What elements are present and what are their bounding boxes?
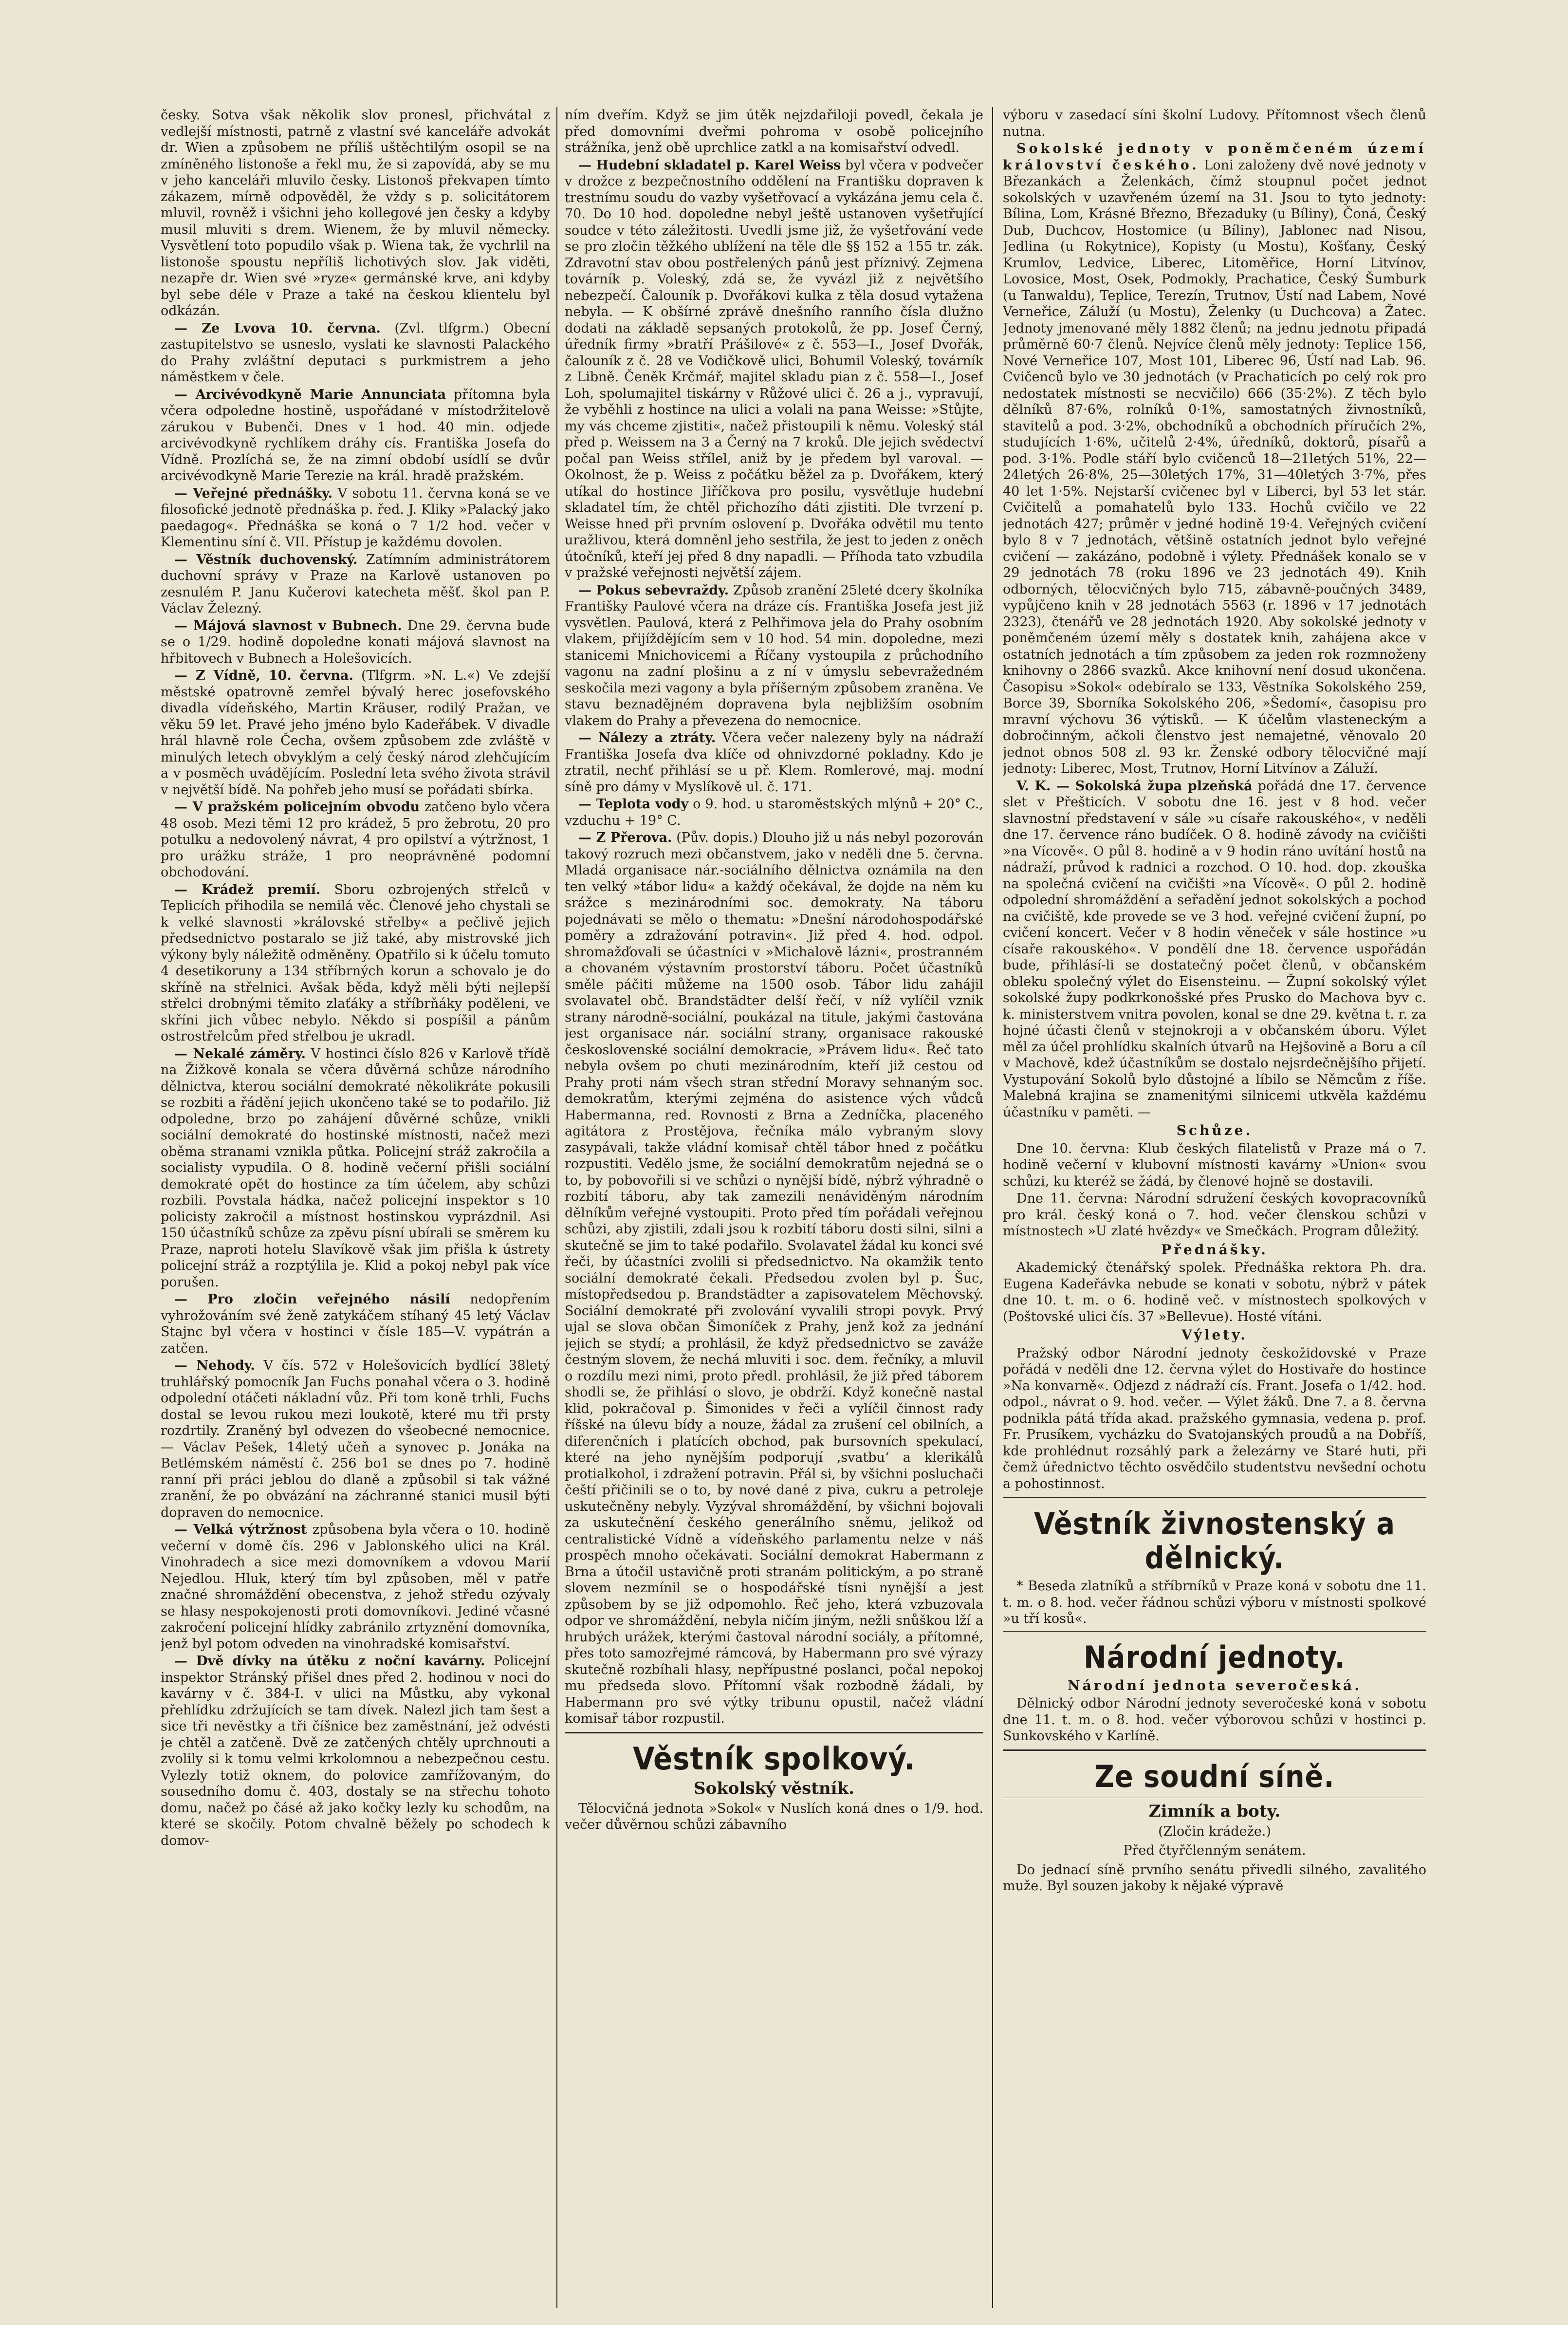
item-heading: — Pro zločin veřejného násilí	[174, 1292, 450, 1307]
subsection-title: Přednášky.	[1161, 1241, 1268, 1258]
article-subtitle: (Zločin krádeže.)	[1158, 1823, 1271, 1839]
news-item: V. K. — Sokolská župa plzeňská pořádá dne 17. července slet v Přešticích. V sobotu dne 16. jest v 8 hod. večer slavnostní představení v sále »u císaře rakouského«, v neděli dne 17. července ráno budíček. O 8. hodině závody na cvičišti »na Vícově«. O půl 8. hodině a v 9 hodin ráno uvítání hostů na nádraží, průvod k radnici a rozchod. O 10. hod. dop. zkouška na společná cvičení na cvičišti »na Vícově«. O půl 2. hodině odpolední shromáždění a seřadění jednot sokolských a pochod na cvičiště, kde provede se ve 3 hod. veřejné cvičení župní, po cvičení koncert. Večer v 8 hodin věneček v sále hostince »u císaře rakouského«. V pondělí dne 18. července uspořádán bude, přihlásí-li se dostatečný počet členů, v občanském obleku společný výlet do Eisensteinu. — Župní sokolský výlet sokolské župy podkrkonošské přes Prusko do Machova byv c. k. ministerstvem vnitra povolen, konal se dne 29. května t. r. za hojné účasti členů v stejnokroji a v občanském úboru. Výlet měl za účel prohlídku skalních útvarů na Hejšovině a Boru a cíl v Machově, kdež účastníkům se dostalo nejsrdečnějšího přijetí. Vystupování Sokolů bylo důstojné a líbilo se Němcům z říše. Malebná krajina se znamenitými silnicemi utkvěla každému účastníku v paměti. —	[1003, 778, 1426, 1120]
item-heading: — Nehody.	[174, 1358, 255, 1373]
item-heading: — Z Přerova.	[578, 830, 672, 845]
item-heading: — Věstník duchovenský.	[174, 552, 358, 567]
paragraph: výboru v zasedací síni školní Ludovy. Přítomnost všech členů nutna.	[1003, 108, 1426, 139]
news-item: — Pokus sebevraždy. Způsob zranění 25leté dcery školníka Františky Paulové včera na dráze cís. Františka Josefa jest již vysvětlen. Paulová, která z Pelhřimova jela do Prahy osobním vlakem, přijíždějícím sem v 10 hod. 54 min. dopoledne, mezi stanicemi Mnichovicemi a Říčany vystoupila z průchodního vagonu na zadní plošinu a z ní v úmyslu sebevražedném seskočila mezi vagony a byla příšerným způsobem zraněna. Ve stavu beznadějném dopravena byla nejbližším osobním vlakem do Prahy a převezena do nemocnice.	[565, 582, 983, 728]
news-item: — Ze Lvova 10. června. (Zvl. tlfgrm.) Obecní zastupitelstvo se usneslo, vyslati ke slavnosti Palackého do Prahy zvláštní deputaci s purkmistrem a jeho náměstkem v čele.	[161, 320, 550, 385]
news-item: Sokolské jednoty v poněmčeném území království českého. Loni založeny dvě nové jednoty v Březankách a Želenkách, čímž stoupnul počet jednot sokolských v uzavřeném území na 31. Jsou to tyto jednoty: Bílina, Lom, Krásné Březno, Březaduky (u Bíliny), Čoná, Český Dub, Duchcov, Hostomice (u Bíliny), Jablonec nad Nisou, Jedlina (u Rokytnice), Kopisty (u Mostu), Košťany, Český Krumlov, Ledvice, Liberec, Litoměřice, Horní Litvínov, Lovosice, Most, Osek, Podmokly, Prachatice, Český Šumburk (u Tanwaldu), Teplice, Terezín, Trutnov, Ústí nad Labem, Nové Verneřice, Záluží (u Mostu), Želenky (u Duchcova) a Žatec. Jednoty jmenované měly 1882 členů; na jednu jednotu připadá průměrně 60·7 členů. Nejvíce členů měly jednoty: Teplice 156, Nové Verneřice 107, Most 101, Liberec 96, Ústí nad Lab. 96. Cvičenců bylo ve 30 jednotách (v Prachaticích po celý rok pro nedostatek místnosti se necvičilo) 666 (35·2%). Z těch bylo dělníků 87·6%, rolníků 0·1%, samostatných živnostníků, stavitelů a pod. 3·2%, obchodníků a obchodních příručích 2%, studujících 1·6%, učitelů 2·4%, úředníků, doktorů, písařů a pod. 3·1%. Podle stáří bylo cvičenců 18—21letých 51%, 22—24letých 26·8%, 25—30letých 17%, 31—40letých 3·7%, přes 40 let 1·5%. Nejstarší cvičenec byl v Liberci, byl 53 let stár. Cvičitelů a pomahatelů bylo 133. Hochů cvičilo ve 22 jednotách 427; průměr v jedné hodině 19·4. Veřejných cvičení bylo 8 v 7 jednotách, většině ostatních jednot bylo veřejné cvičení — zakázáno, podobně i výlety. Přednášek konalo se v 29 jednotách 78 (roku 1896 ve 23 jednotách 49). Knih odborných, tělocvičných bylo 715, zábavně-poučných 3489, vypůjčeno knih v 28 jednotách 5563 (r. 1896 v 17 jednotách 2323), čtenářů ve 28 jednotách 1920. Aby sokolské jednoty v poněmčeném území měly s dostatek knih, zahájena akce v ostatních jednotách a tím způsobem za jeden rok rozmnoženy knihovny o 2866 svazků. Akce knihovní není dosud ukončena. Časopisu »Sokol« odebíralo se 133, Věstníka Sokolského 259, Borce 39, Sborníka Sokolského 206, »Šedomí«, časopisu pro mravní výchovu 36 výtisků. — K účelům vlasteneckým a dobročinným, ačkoli členstvo jest nemajetné, věnovalo 20 jednot obnos 508 zl. 93 kr. Ženské odbory tělocvičné mají jednoty: Liberec, Most, Trutnov, Horní Litvínov a Záluží.	[1003, 141, 1426, 776]
news-item: — Věstník duchovenský. Zatímním administrátorem duchovní správy v Praze na Karlově ustanoven po zesnulém P. Janu Kučerovi katecheta měšť. škol pan P. Václav Železný.	[161, 552, 550, 616]
section-divider	[1003, 1749, 1426, 1751]
paragraph: Do jednací síně prvního senátu přivedli silného, zavalitého muže. Byl souzen jakoby k nějaké výpravě	[1003, 1862, 1426, 1894]
item-heading: — Teplota vody	[578, 797, 689, 812]
paragraph: Pražský odbor Národní jednoty českožidovské v Praze pořádá v neděli dne 12. června výlet do Hostivaře do hostince »Na konvarně«. Odjezd z nádraží cís. Frant. Josefa o 1/42. hod. odpol., návrat o 9. hod. večer. — Výlet žáků. Dne 7. a 8. června podnikla pátá třída akad. pražského gymnasia, vedena p. prof. Fr. Prusíkem, vycházku do Svatojanských proudů a na Dobříš, kde prohlédnut rozsáhlý park a železárny ve Staré huti, při čemž úřednictvo těchto osvědčilo studentstvu nevšední ochotu a pohostinnost.	[1003, 1345, 1426, 1491]
item-heading: — Májová slavnost v Bubnech.	[174, 618, 402, 633]
subsection-title: Schůze.	[1176, 1122, 1253, 1138]
paragraph: * Beseda zlatníků a stříbrníků v Praze koná v sobotu dne 11. t. m. o 8. hod. večer řádnou schůzi výboru v místnosti spolkové »u tří kosů«.	[1003, 1579, 1426, 1626]
news-item: — Veřejné přednášky. V sobotu 11. června koná se ve filosofické jednotě přednáška p. řed. J. Kliky »Palacký jako paedagog«. Přednáška se koná o 7 1/2 hod. večer v Klementinu síní č. VII. Přístup je každému dovolen.	[161, 485, 550, 550]
news-item: — Nekalé záměry. V hostinci číslo 826 v Karlově třídě na Žižkově konala se včera důvěrná schůze národního dělnictva, kterou sociální demokraté několikráte pokusili se rozbiti a řádění jejich ukončeno také se to podařilo. Již odpoledne, brzo po zahájení důvěrné schůze, vnikli sociální demokraté do hostinské místnosti, načež mezi oběma stranami vznikla půtka. Policejní stráž zakročila a socialisty vypudila. O 8. hodině večerní přišli sociální demokraté opět do hostince za tím účelem, aby schůzi rozbili. Povstala hádka, načež policejní inspektor s 10 policisty zakročil a místnost hostinskou vyprázdnil. Asi 150 účastníků schůze za zpěvu písní ubírali se směrem ku Praze, naproti hotelu Slavíkově však jim přišla k ústrety policejní stráž a rozptýlila je. Klid a pokoj nebyl pak více porušen.	[161, 1046, 550, 1290]
subsection-title: Sokolský věstník.	[694, 1778, 854, 1798]
news-item: — Hudební skladatel p. Karel Weiss byl včera v podvečer v drožce z bezpečnostního oddělení na Františku dopraven k trestnímu soudu do vazby vyšetřovací a vykázána jemu cela č. 70. Do 10 hod. dopoledne nebyl ještě ustanoven vyšetřující soudce v této záležitosti. Uvedli jsme již, že vyšetřování vede se pro zločin těžkého ublížení na těle dle §§ 152 a 155 tr. zák. Zdravotní stav obou postřelených pánů jest příznivý. Zejmena továrník p. Voleský, zdá se, že vyvázl již z největšího nebezpečí. Čalouník p. Dvořákovi kulka z těla dosud vytažena nebyla. — K obšírné zprávě dnešního ranního čísla dlužno dodati na základě sepsaných protokolů, že pp. Josef Černý, úředník firmy »bratří Prášilové« z č. 553—I., Josef Dvořák, čalouník z č. 28 ve Vodičkově ulici, Bohumil Voleský, továrník z Libně. Čeněk Krčmář, majitel skladu pian z č. 558—I., Josef Loh, spolumajitel tiskárny v Růžové ulici č. 26 a j., vypravují, že vyběhli z hostince na ulici a volali na pana Weisse: »Stůjte, my vás chceme zjistiti«, načež přistoupili k němu. Voleský stál před p. Weissem na 3 a Černý na 7 kroků. Dle jejich svědectví počal pan Weiss střílel, aniž by je předem byl varoval. — Okolnost, že p. Weiss z počátku běžel za p. Dvořákem, který utíkal do hostince Jiříčkova pro posilu, vysvětluje hudební skladatel tím, že chtěl přichozího dáti zjistiti. Dle tvrzení p. Weisse hned při prvním oslovení p. Dvořáka odvětil mu tento uražlivou, která domněnl jeho sestřila, že jest to jeden z oněch útočníků, kteří jej před 8 dny napadli. — Příhoda tato vzbudila v pražské veřejnosti největší zájem.	[565, 157, 983, 580]
paragraph: Tělocvičná jednota »Sokol« v Nuslích koná dnes o 1/9. hod. večer důvěrnou schůzi zábavního	[565, 1801, 983, 1832]
column-2	[565, 107, 983, 2308]
article-title: Zimník a boty.	[1148, 1801, 1281, 1821]
subsection-title: Národní jednota severočeská.	[1068, 1677, 1362, 1693]
news-item: — Arcivévodkyně Marie Annunciata přítomna byla včera odpoledne hostině, uspořádané v místodržitelově zárukou v Bubenči. Dnes v 1 hod. 40 min. odjede arcivévodkyně rychlíkem dráhy cís. Františka Josefa do Vídně. Prozlíchá se, že na zimní období usídlí se dvůr arcivévodkyně Marie Terezie na král. hradě pražském.	[161, 387, 550, 484]
section-divider	[565, 1732, 983, 1733]
news-item: — Májová slavnost v Bubnech. Dne 29. června bude se o 1/29. hodině dopoledne konati májová slavnost na hřbitovech v Bubnech a Holešovicích.	[161, 618, 550, 666]
item-heading: — Velká výtržnost	[174, 1522, 307, 1537]
news-item: — Pro zločin veřejného násilí nedopřením vyhrožováním své ženě zatykáčem stíhaný 45 letý Václav Stajnc byl včera v hostinci v čísle 185—V. vypátrán a zatčen.	[161, 1292, 550, 1356]
paragraph: Dělnický odbor Národní jednoty severočeské koná v sobotu dne 11. t. m. o 8. hod. večer výborovou schůzi v hostinci p. Sunkovského v Karlíně.	[1003, 1696, 1426, 1744]
news-item: — Velká výtržnost způsobena byla včera o 10. hodině večerní v domě čís. 296 v Jablonského ulici na Král. Vinohradech a sice mezi domovníkem a vdovou Marií Nejedlou. Hluk, který tím byl způsoben, měl v patře značné shromáždění obecenstva, z jehož středu ozývaly se hlasy nespokojenosti proti domovníkovi. Jediné včasné zakročení policejní hlídky zabránilo zrtyznění domovníka, jenž byl potom odveden na vinohradské komisařství.	[161, 1522, 550, 1652]
item-heading: — Krádež premií.	[174, 882, 321, 897]
news-item: — Z Vídně, 10. června. (Tlfgrm. »N. L.«) Ve zdejší městské opatrovně zemřel bývalý herec josefovského divadla vídeňského, Martin Kräuser, rodilý Pražan, ve věku 59 let. Pravé jeho jméno bylo Kadeřábek. V divadle hrál hlavně role Čecha, ovšem způsobem zde zvláště v minulých letech obvyklým a celý český národ zlehčujícím a v posměch uvádějícím. Poslední leta svého života strávil v největší bídě. Na pohřeb jeho musí se pořádati sbírka.	[161, 668, 550, 798]
item-heading: — V pražském policejním obvodu	[174, 800, 420, 815]
item-heading: — Dvě dívky na útěku z noční kavárny.	[174, 1654, 485, 1669]
section-title: Národní jednoty.	[1084, 1639, 1346, 1675]
item-heading: — Nálezy a ztráty.	[578, 730, 716, 745]
item-heading: V. K. — Sokolská župa plzeňská	[1016, 778, 1253, 794]
section-title: Ze soudní síně.	[1094, 1758, 1335, 1794]
news-item: — Nehody. V čís. 572 v Holešovicích bydlící 38letý truhlářský pomocník Jan Fuchs ponahal včera o 3. hodině odpolední otáčeti nákladní vůz. Při tom koně trhli, Fuchs dostal se levou rukou mezi loukotě, které mu tři prsty rozdrtily. Zraněný byl odvezen do všeobecné nemocnice. — Václav Pešek, 14letý učeň a synovec p. Jonáka na Betlémském náměstí č. 256 bo1 se dnes po 7. hodině ranní při práci jeblou do dlaně a způsobil si tak vážné zranění, že po obvázání na záchranné stanici musil býti dopraven do nemocnice.	[161, 1358, 550, 1520]
item-heading: — Z Vídně, 10. června.	[174, 668, 353, 683]
news-item: — Krádež premií. Sboru ozbrojených střelců v Teplicích přihodila se nemilá věc. Členové jeho chystali se k velké slavnosti »královské střelby« a pečlivě jejich předsednictvo postaralo se již také, aby mistrovské jich výkony byly náležitě odměněny. Opatřilo si k účelu tomuto 4 desetikoruny a 134 stříbrných korun a schovalo je do skříně na střelnici. Avšak běda, když měli býti nejlepší střelci drobnými těmito zlaťáky a stříbrňáky poděleni, ve skříni jich vůbec nebylo. Někdo si pospíšil a pánům ostrostřelcům před střelbou je ukradl.	[161, 882, 550, 1044]
news-item: — Teplota vody o 9. hod. u staroměstských mlýnů + 20° C., vzduchu + 19° C.	[565, 797, 983, 828]
column-rule	[992, 107, 993, 2308]
paragraph: Dne 10. června: Klub českých filatelistů v Praze má o 7. hodině večerní v klubovní místnosti kavárny »Union« svou schůzi, ku kteréž se žádá, by členové hojně se dostavili.	[1003, 1141, 1426, 1189]
section-divider	[1003, 1497, 1426, 1498]
paragraph: ním dveřím. Když se jim útěk nejzdařiloji povedl, čekala je před domovními dveřmi pohroma v osobě policejního strážníka, jenž obě uprchlice zatkl a na komisařství odvedl.	[565, 108, 983, 155]
column-rule	[556, 107, 557, 2308]
item-heading: — Hudební skladatel p. Karel Weiss	[578, 157, 841, 173]
subsection-title: Výlety.	[1181, 1327, 1248, 1343]
column-1	[161, 107, 550, 2308]
divider	[1003, 1631, 1426, 1632]
paragraph: Akademický čtenářský spolek. Přednáška rektora Ph. dra. Eugena Kadeřávka nebude se konati v sobotu, nýbrž v pátek dne 10. t. m. o 6. hodině več. v místnostech spolkových v (Poštovské ulici čís. 37 »Bellevue). Hosté vítáni.	[1003, 1260, 1426, 1324]
news-item: — Dvě dívky na útěku z noční kavárny. Policejní inspektor Stránský přišel dnes před 2. hodinou v noci do kavárny v č. 384-I. v ulici na Můstku, aby vykonal přehlídku zdržujících se tam dívek. Nalezl jich tam šest a sice tři nevěstky a tři číšnice bez zaměstnání, jež odvésti je chtěl a zatčeně. Dvě ze zatčených chtěly uprchnouti a zvolily si k tomu velmi krkolomnou a nebezpečnou cestu. Vylezly totiž oknem, do polovice zamřížovaným, do sousedního domu č. 403, dostaly se na střechu tohoto domu, načež po čásé až jako kočky lezly ku schodům, na které se skočily. Potom chvalně běžely po schodech k domov-	[161, 1654, 550, 1848]
item-heading: — Nekalé záměry.	[174, 1046, 306, 1061]
news-item: — Nálezy a ztráty. Včera večer nalezeny byly na nádraží Františka Josefa dva klíče od ohnivzdorné pokladny. Kdo je ztratil, nechť přihlásí se u př. Klem. Romlerové, maj. modní síně pro dámy v Myslíkově ul. č. 171.	[565, 730, 983, 795]
paragraph: Dne 11. června: Národní sdružení českých kovopracovníků pro král. český koná o 7. hod. večer členskou schůzi v místnostech »U zlaté hvězdy« ve Smečkách. Program důležitý.	[1003, 1191, 1426, 1239]
item-heading: — Arcivévodkyně Marie Annunciata	[174, 387, 446, 402]
news-item: — V pražském policejním obvodu zatčeno bylo včera 48 osob. Mezi těmi 12 pro krádež, 5 pro žebrotu, 20 pro potulku a nedovolený návrat, 4 pro opilství a výtržnost, 1 pro urážku stráže, 1 pro neoprávněné podomní obchodování.	[161, 800, 550, 880]
item-heading: — Pokus sebevraždy.	[578, 582, 729, 598]
section-title: Věstník živnostenský a dělnický.	[1034, 1506, 1395, 1576]
item-heading: — Ze Lvova 10. června.	[174, 320, 381, 336]
item-heading: — Veřejné přednášky.	[174, 485, 333, 501]
article-subtitle: Před čtyřčlenným senátem.	[1123, 1843, 1306, 1858]
paragraph: česky. Sotva však několik slov pronesl, přichvátal z vedlejší místnosti, patrně z vlastní své kanceláře advokát dr. Wien a způsobem ne příliš uštěchtilým osopil se na zmíněného listonoše a řekl mu, že si zapovídá, aby se mu v jeho kanceláři mluvilo česky. Listonoš překvapen tímto zákazem, mírně odpověděl, že vždy s p. solicitátorem mluvil, rovněž i všichni jeho kollegové jen česky a kdyby musil mluviti s drem. Wienem, že by mluvil německy. Vysvětlení toto popudilo však p. Wiena tak, že vychrlil na listonoše spoustu nepříliš lichotivých slov. Jak viděti, nezapře dr. Wien své »ryze« germánské krve, ani kdyby byl sebe déle v Praze a také na českou klientelu byl odkázán.	[161, 108, 550, 318]
column-3	[1003, 107, 1426, 2308]
section-title: Věstník spolkový.	[633, 1741, 915, 1777]
item-heading: Sokolské jednoty v poněmčeném území království českého.	[1003, 141, 1426, 173]
news-item: — Z Přerova. (Pův. dopis.) Dlouho již u nás nebyl pozorován takový rozruch mezi občanstvem, jako v neděli dne 5. června. Mladá organisace nár.-sociálního dělnictva oznámila na den ten velký »tábor lidu« a každý očekával, že dojde na něm ku srážce s mezinárodními soc. demokraty. Na táboru pojednávati se mělo o thematu: »Dnešní národohospodářské poměry a zdražování potravin«. Již před 4. hod. odpol. shromažďovali se účastníci v »Michalově lázni«, prostranném a chovaném výstavním prostorství táboru. Počet účastníků směle páčiti můžeme na 1500 osob. Tábor lidu zahájil svolavatel obč. Brandstädter delší řečí, v níž vylíčil vznik strany národně-sociální, poukázal na titule, jakými častována jest organisace nár. sociální strany, organisace rakouské československé sociální demokracie, »Právem lidu«. Řeč tato nebyla ovšem po chuti mezinárodním, kteří již cestou od Prahy proti nám všech stran střední Moravy sehnaným soc. demokratům, kterými zejména do asistence vých vůdců Habermanna, red. Rovnosti z Brna a Zedníčka, placeného agitátora z Prostějova, řečníka málo vybraným slovy zasypávali, takže vládní komisař chtěl tábor hned z počátku rozpustiti. Vedělo jsme, že sociální demokratům nejedná se o to, by pobovořili si ve schůzi o nynější bídě, nýbrž výhradně o rozbití táboru, aby tak zamezili nenáviděným národním dělníkům veřejné vystoupiti. Proto před tím pořádali veřejnou schůzi, aby zjistili, zdali jsou k rozbití táboru dosti silni, silni a skutečně se jim to také podařilo. Svolavatel žádal ku konci své řeči, by účastníci zvolili si předsednictvo. Na okamžik tento sociální demokraté čekali. Předsedou zvolen byl p. Šuc, místopředsedou p. Brandstädter a zapisovatelem Měchovský. Sociální demokraté při zvolování vyvalili stropi povyk. Prvý ujal se slova občan Šimoníček z Prahy, jenž kož za jednání jejich se stydí; a prohlásil, že když předsednictvo se zaváže čestným slovem, že nechá mluviti i soc. dem. řečníky, a mluvil o rozdílu mezi nimi, proto předl. prohlásil, že již před táborem shodli se, že přihlásí o slovo, je obdrží. Když konečně nastal klid, pokračoval p. Šimonides v řeči a vylíčil činnost rady říšské na úlevu bídy a nouze, žádal za zrušení cel obilních, a diferenčních i platících obchod, pak bursovních spekulací, které na jeho nynějším podporují ‚svatbu‘ a klerikálů protialkohol, i zdražení potravin. Přál si, by všichni posluchači čeští přičinili se o to, by nové dané z piva, cukru a petroleje uskutečněny nebyly. Vyzýval shromáždění, by všichni bojovali za uskutečnění českého generálního sněmu, jelikož od centralistické Vídně a vídeňského parlamentu nelze v náš prospěch mnoho očekávati. Sociální demokrat Habermann z Brna a útočil ustavičně proti stranám politickým, a po straně slovem nezmínil se o hospodářské tísni nynější a jest způsobem by se již odpomohlo. Řeč jeho, která vzbuzovala odpor ve shromáždění, nebyla ničím jiným, nežli snůškou lží a hrubých urážek, kterými častoval národní sociály, a přítomné, přes toto samozřejmé rámcová, by Habermann pro své výrazy skutečně rozbíhali hlasy, nepřípustné poslanci, počal nepokoj mu předseda slovo. Přítomní však rozbodně žádali, by Habermann pro své výtky tribunu opustil, načež vládní komisař tábor rozpustil.	[565, 830, 983, 1726]
